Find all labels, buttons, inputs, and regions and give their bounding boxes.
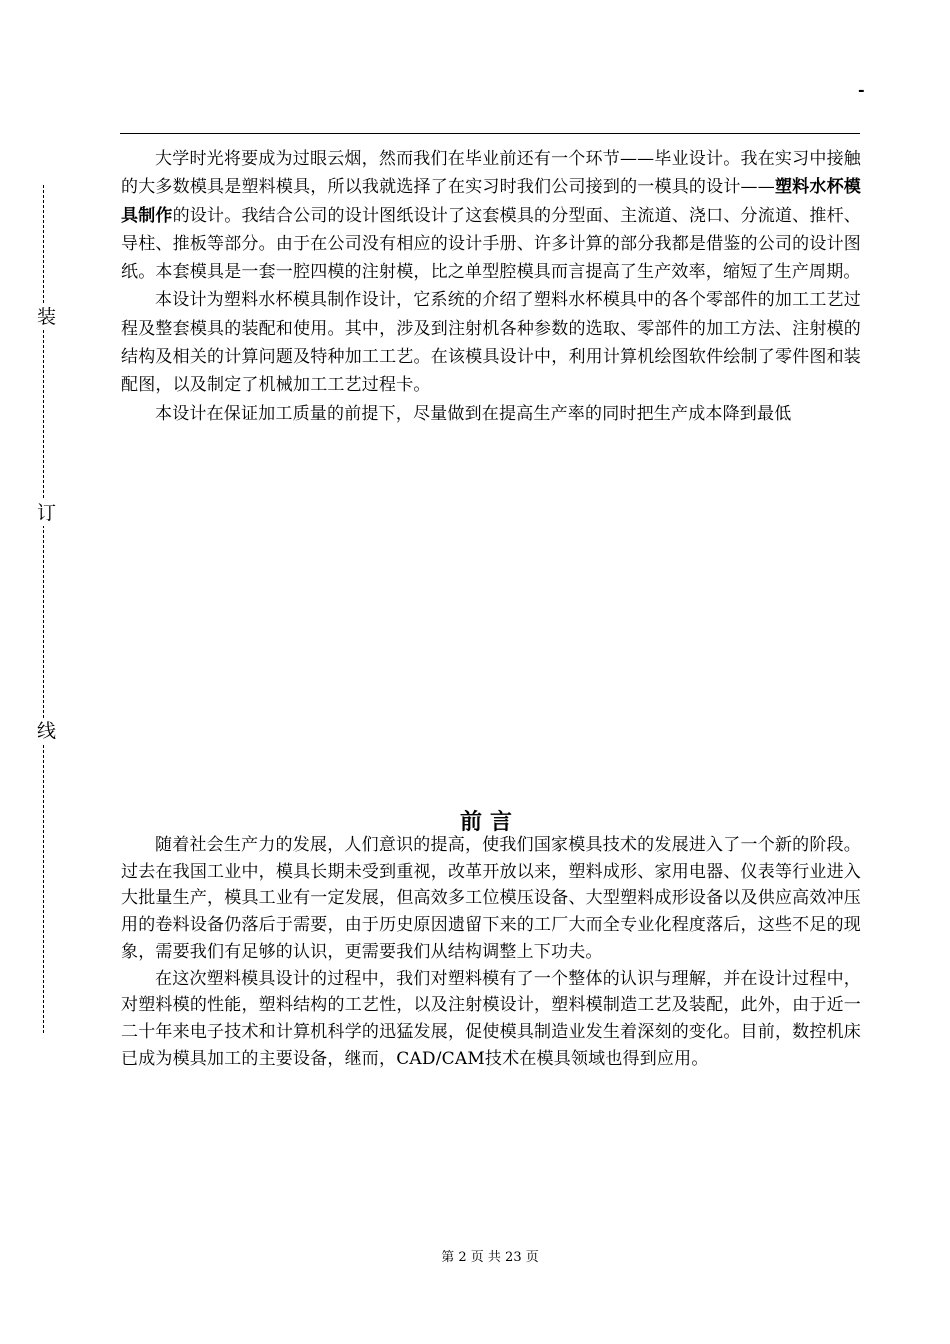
abstract-paragraph-1 bbox=[121, 145, 861, 286]
binding-char-xian: 线 bbox=[37, 720, 57, 742]
preface-paragraph-1: 随着社会生产力的发展，人们意识的提高，使我们国家模具技术的发展进入了一个新的阶段。过去在我国工业中，模具长期未受到重视，改革开放以来，塑料成形、家用电器、仪表等行业进入大批量生产，模具工业有一定发展，但高效多工位模压设备、大型塑料成形设备以及供应高效冲压用的卷料设备仍落后于需要，由于历史原因遗留下来的工厂大而全专业化程度落后，这些不足的现象，需要我们有足够的认识，更需要我们从结构调整上下功夫。 bbox=[121, 835, 861, 962]
preface-title: 前言 bbox=[459, 810, 520, 835]
abstract-p1-bold-title: 塑料水杯模具制作 bbox=[121, 177, 862, 226]
abstract-p1-text-b: 的设计。我结合公司的设计图纸设计了这套模具的分型面、主流道、浇口、分流道、推杆、导柱、推板等部分。由于在公司没有相应的设计手册、许多计算的部分我都是借鉴的公司的设计图纸。本套模具是一套一腔四模的注射模，比之单型腔模具而言提高了生产效率，缩短了生产周期。 bbox=[121, 205, 862, 283]
binding-char-ding: 订 bbox=[37, 502, 57, 524]
page-number-footer: 第 2 页 共 23 页 bbox=[441, 1250, 539, 1265]
preface-paragraph-2: 在这次塑料模具设计的过程中，我们对塑料模有了一个整体的认识与理解，并在设计过程中，对塑料模的性能，塑料结构的工艺性，以及注射模设计，塑料模制造工艺及装配，此外，由于近一二十年来电子技术和计算机科学的迅猛发展，促使模具制造业发生着深刻的变化。目前，数控机床已成为模具加工的主要设备，继而，CAD/CAM技术在模具领域也得到应用。 bbox=[121, 968, 861, 1069]
abstract-p1-text-a: 大学时光将要成为过眼云烟，然而我们在毕业前还有一个环节——毕业设计。我在实习中接触的大多数模具是塑料模具，所以我就选择了在实习时我们公司接到的一模具的设计—— bbox=[121, 149, 861, 198]
preface-section bbox=[121, 832, 861, 1072]
abstract-paragraph-2: 本设计为塑料水杯模具制作设计，它系统的介绍了塑料水杯模具中的各个零部件的加工工艺过程及整套模具的装配和使用。其中，涉及到注射机各种参数的选取、零部件的加工方法、注射模的结构及相关的计算问题及特种加工工艺。在该模具设计中，利用计算机绘图软件绘制了零件图和装配图，以及制定了机械加工工艺过程卡。 bbox=[121, 290, 861, 396]
header-mark: - bbox=[858, 80, 865, 99]
abstract-section bbox=[121, 145, 861, 428]
header-rule bbox=[120, 133, 860, 134]
binding-char-zhuang: 装 bbox=[37, 306, 57, 328]
abstract-paragraph-3: 本设计在保证加工质量的前提下，尽量做到在提高生产率的同时把生产成本降到最低 bbox=[155, 403, 792, 424]
